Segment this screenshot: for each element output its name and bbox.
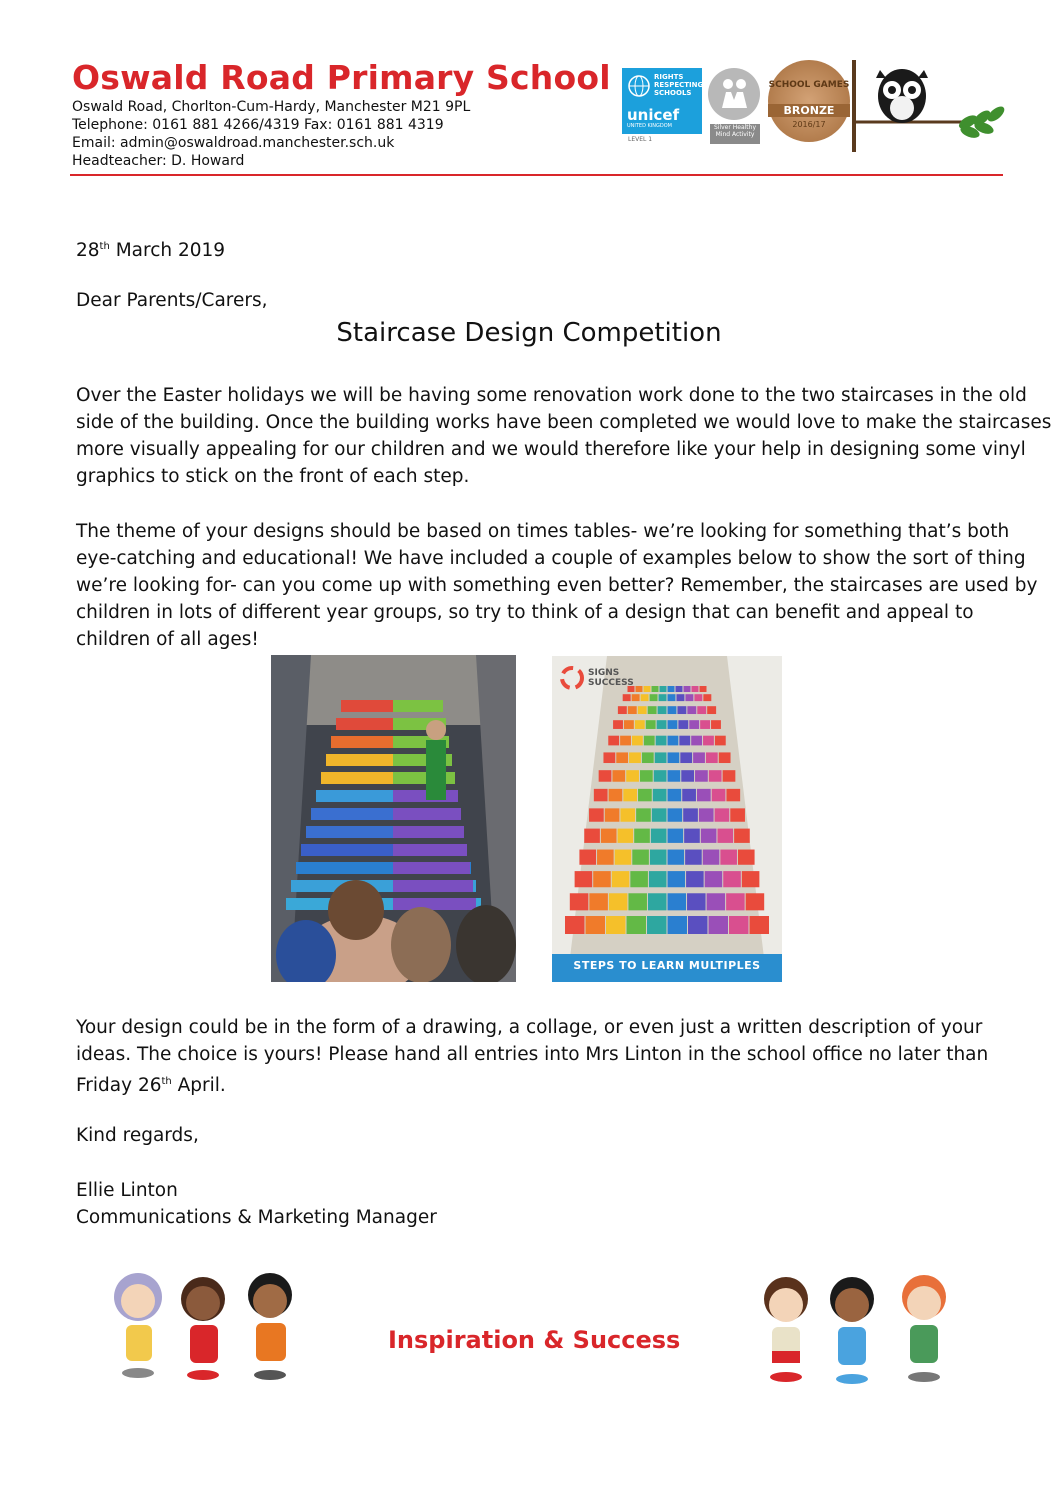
rights-respecting-schools-logo [622,68,702,134]
unicef-text: unicef [627,106,680,124]
children-illustration-right [748,1265,968,1390]
paragraph-3-line: Your design could be in the form of a drawing, a collage, or even just a written description of your [76,1017,983,1038]
photo-caption: STEPS TO LEARN MULTIPLES [573,959,761,972]
deadline-suffix: th [161,1076,172,1087]
games-year: 2016/17 [792,120,826,129]
school-name: Oswald Road Primary School [72,58,611,97]
paragraph-1-line: Over the Easter holidays we will be having some renovation work done to the two staircases in the old [76,385,1027,406]
closing: Kind regards, [76,1125,199,1146]
paragraph-2-line: children in lots of different year groups, so try to think of a design that can benefit and appeal to [76,602,974,623]
unicef-sub-text: UNITED KINGDOM [627,123,672,129]
children-illustration-left [98,1265,313,1385]
header-divider [70,174,1003,176]
healthy-schools-logo [708,68,760,120]
school-games-bronze-logo [768,60,850,142]
paragraph-1-line: more visually appealing for our children and we would therefore like your help in designing some vinyl [76,439,1026,460]
date-day: 28 [76,240,100,262]
healthy-schools-text: Silver Healthy Mind Activity [710,124,760,144]
paragraph-2-line: children of all ages! [76,629,259,650]
date-suffix: th [99,241,110,252]
headteacher: Headteacher: D. Howard [72,153,245,169]
paragraph-2-line: we’re looking for- can you come up with something even better? Remember, the staircases are used by [76,575,1038,596]
paragraph-3 [76,1014,988,1099]
level-text: LEVEL 1 [628,136,653,143]
staircase-photo-right [552,656,782,982]
school-telephone: Telephone: 0161 881 4266/4319 Fax: 0161 881 4319 [72,117,444,133]
letter-title: Staircase Design Competition [336,318,722,348]
globe-icon [627,74,651,98]
signs-success-brand: SIGNS SUCCESS [588,668,634,688]
paragraph-3-line [76,1068,988,1099]
paragraph-2-line: The theme of your designs should be based on times tables- we’re looking for something that’s both [76,521,1010,542]
signer-role: Communications & Marketing Manager [76,1207,437,1228]
paragraph-1 [76,382,1051,490]
paragraph-3-line: ideas. The choice is yours! Please hand all entries into Mrs Linton in the school office no later than [76,1044,989,1065]
paragraph-2 [76,518,1037,653]
owl-branch-logo [850,60,1010,156]
school-address: Oswald Road, Chorlton-Cum-Hardy, Manchester M21 9PL [72,99,471,115]
greeting: Dear Parents/Carers, [76,290,268,311]
games-award: BRONZE [768,104,850,117]
staircase-photo-left [271,655,516,982]
letter-date [76,233,225,264]
paragraph-2-line: eye-catching and educational! We have included a couple of examples below to show the sort of thing [76,548,1026,569]
school-motto: Inspiration & Success [388,1326,681,1354]
paragraph-1-line: side of the building. Once the building works have been completed we would love to make the staircases [76,412,1052,433]
rights-text: RIGHTS RESPECTING SCHOOLS [654,73,704,97]
signer-name: Ellie Linton [76,1180,178,1201]
children-icon [708,68,760,120]
date-rest: March 2019 [109,240,226,262]
games-title: SCHOOL GAMES [768,80,850,90]
deadline-start: Friday 26 [76,1075,162,1097]
paragraph-1-line: graphics to stick on the front of each step. [76,466,470,487]
school-email: Email: admin@oswaldroad.manchester.sch.uk [72,135,395,151]
deadline-end: April. [171,1075,226,1097]
